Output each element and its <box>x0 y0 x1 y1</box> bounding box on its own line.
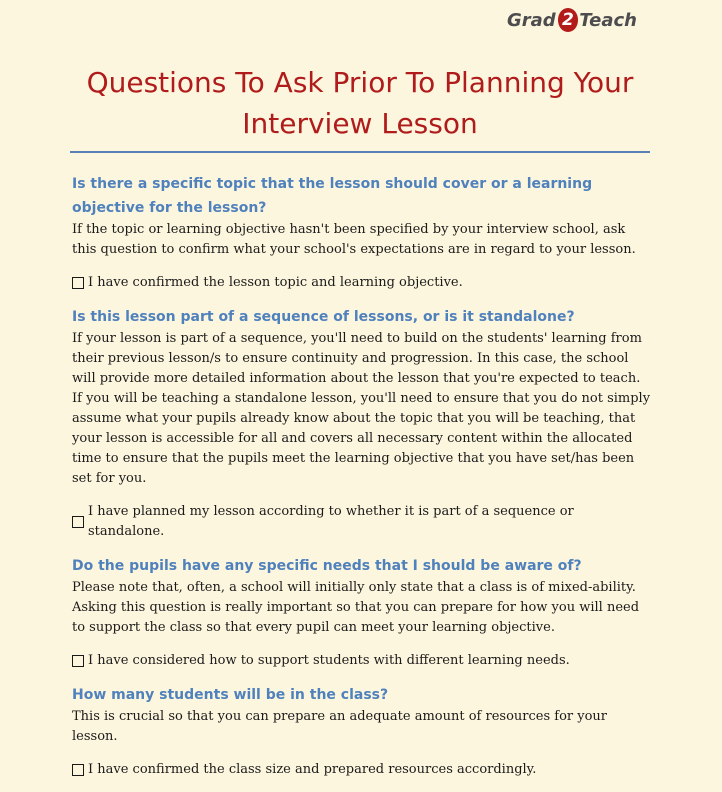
question-body: This is crucial so that you can prepare an adequate amount of resources for your lesson. <box>72 709 608 744</box>
question-body: If your lesson is part of a sequence, you'll need to build on the students' learning from their previous lesson/s to ensure continuity and progression. In this case, the school will provide more detailed information about the lesson that you're expected to teach. If you will be teaching a standalone lesson, you'll need to ensure that you do not simply assume what your pupils already know about the topic that you will be teaching, that your lesson is accessible for all and covers all necessary content within the allocated time to ensure that the pupils meet the learning objective that you have set/has been set for you. <box>72 331 651 486</box>
question-heading: Is there a specific topic that the lesson should cover or a learning objective for the lesson? <box>72 176 593 216</box>
question-heading: How many students will be in the class? <box>72 687 389 703</box>
page-title: Questions To Ask Prior To Planning Your Interview Lesson <box>86 66 634 140</box>
checkbox-label: I have confirmed the class size and prepared resources accordingly. <box>88 762 537 777</box>
checkbox-label: I have considered how to support students with different learning needs. <box>88 653 570 668</box>
checkbox-icon[interactable] <box>72 764 84 776</box>
question-heading: Do the pupils have any specific needs that I should be aware of? <box>72 558 582 574</box>
question-list <box>72 172 652 792</box>
checkbox-label: I have planned my lesson according to whether it is part of a sequence or standalone. <box>88 504 574 539</box>
question-heading: Is this lesson part of a sequence of lessons, or is it standalone? <box>72 309 575 325</box>
question-section-topic <box>72 172 652 293</box>
logo-text-teach: Teach <box>579 9 637 31</box>
question-body: If the topic or learning objective hasn't been specified by your interview school, ask this question to confirm what your school's expectations are in regard to your lesson. <box>72 222 636 257</box>
confirmation-checkbox-row[interactable] <box>72 760 652 780</box>
question-section-sequence <box>72 305 652 542</box>
question-section-needs <box>72 554 652 671</box>
checkbox-label: I have confirmed the lesson topic and learning objective. <box>88 275 463 290</box>
grad2teach-logo <box>507 6 637 34</box>
confirmation-checkbox-row[interactable] <box>72 502 652 542</box>
question-section-class-size <box>72 683 652 780</box>
question-body: Please note that, often, a school will initially only state that a class is of mixed-ability. Asking this question is really important so that you can prepare for how you will need to support the class so that every pupil can meet your learning objective. <box>72 580 640 635</box>
checkbox-icon[interactable] <box>72 516 84 528</box>
logo-circle-icon <box>558 8 579 32</box>
logo-text-grad: Grad <box>507 9 556 31</box>
checkbox-icon[interactable] <box>72 655 84 667</box>
confirmation-checkbox-row[interactable] <box>72 651 652 671</box>
title-divider <box>70 151 650 153</box>
checkbox-icon[interactable] <box>72 277 84 289</box>
logo-text-2: 2 <box>562 10 574 30</box>
confirmation-checkbox-row[interactable] <box>72 273 652 293</box>
